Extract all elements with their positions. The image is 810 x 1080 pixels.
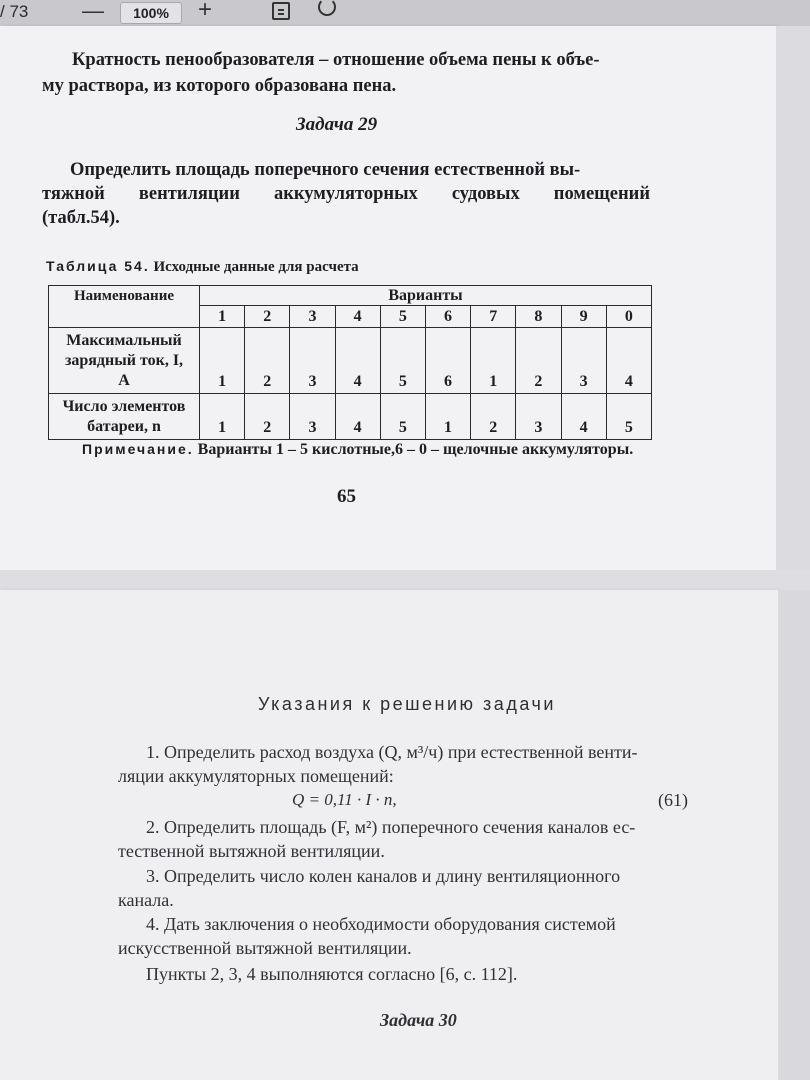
table-cell: 2	[471, 394, 516, 440]
intro-line-2: му раствора, из которого образована пена.	[42, 76, 397, 96]
pdf-toolbar	[0, 0, 810, 26]
note-label: Примечание.	[82, 441, 194, 457]
table-cell: 1	[200, 328, 245, 394]
table-cell: 4	[561, 394, 606, 440]
table-cell: 1	[425, 394, 470, 440]
item3-line-1: 3. Определить число колен каналов и длину вентиляционного	[146, 866, 621, 886]
table-caption-text: Исходные данные для расчета	[153, 259, 359, 275]
formula-number: (61)	[658, 790, 688, 810]
item2-line-1: 2. Определить площадь (F, м²) поперечного сечения каналов ес-	[146, 817, 636, 837]
task-line-2	[42, 182, 650, 206]
next-task-title: Задача 30	[380, 1010, 457, 1030]
viewer-background	[776, 26, 810, 586]
row-name-elements	[49, 394, 200, 440]
intro-line-1: Кратность пенообразователя – отношение объема пены к объе-	[72, 50, 600, 70]
table-cell: 3	[290, 328, 335, 394]
row-name-current	[49, 328, 200, 394]
item1-line-1: 1. Определить расход воздуха (Q, м³/ч) при естественной венти-	[146, 742, 638, 762]
task-word: вентиляции	[138, 184, 240, 204]
table-cell: 2	[245, 328, 290, 394]
col-header-name: Наименование	[49, 286, 200, 328]
item4-line-2: искусственной вытяжной вентиляции.	[118, 938, 412, 958]
task-word: тяжной	[42, 184, 105, 204]
formula: Q = 0,11 · I · n,	[292, 790, 397, 809]
table-row	[49, 394, 652, 440]
table-cell: 2	[516, 328, 561, 394]
table-cell: 4	[335, 394, 380, 440]
viewer-background	[778, 590, 810, 1080]
row-name-line: Число элементов	[62, 397, 186, 415]
task-title: Задача 29	[296, 114, 378, 135]
note-text: Варианты 1 – 5 кислотные,6 – 0 – щелочные аккумуляторы.	[197, 441, 634, 458]
row-name-line: А	[118, 371, 130, 389]
rotate-icon[interactable]	[318, 0, 336, 16]
points-note: Пункты 2, 3, 4 выполняются согласно [6, с. 112].	[146, 964, 518, 984]
item1-line-2: ляции аккумуляторных помещений:	[118, 766, 394, 786]
table-row	[49, 328, 652, 394]
row-name-line: зарядный ток, I,	[64, 351, 184, 369]
fit-page-icon[interactable]	[272, 2, 290, 20]
page-count: / 73	[0, 2, 29, 21]
table-cell: 5	[380, 328, 425, 394]
variant-header: 0	[606, 306, 651, 328]
zoom-in-button[interactable]: +	[198, 0, 213, 23]
table-cell: 3	[290, 394, 335, 440]
variant-header: 2	[245, 306, 290, 328]
table-cell: 3	[561, 328, 606, 394]
table-note	[82, 441, 633, 459]
task-line-1: Определить площадь поперечного сечения естественной вы-	[70, 160, 581, 180]
task-word: помещений	[553, 184, 650, 204]
row-name-line: Максимальный	[66, 331, 182, 349]
document-page-65	[0, 26, 776, 570]
variant-header: 8	[516, 306, 561, 328]
page-gap	[0, 570, 810, 590]
item3-line-2: канала.	[118, 890, 174, 910]
zoom-out-button[interactable]: —	[82, 0, 104, 23]
table-caption	[46, 258, 359, 276]
variant-header: 1	[200, 306, 245, 328]
table-cell: 5	[380, 394, 425, 440]
section-heading: Указания к решению задачи	[258, 694, 556, 714]
item4-line-1: 4. Дать заключения о необходимости оборудования системой	[146, 914, 616, 934]
source-data-table	[48, 285, 652, 440]
task-word: аккумуляторных	[273, 184, 418, 204]
table-cell: 1	[471, 328, 516, 394]
variant-header: 4	[335, 306, 380, 328]
variant-header: 5	[380, 306, 425, 328]
table-cell: 5	[606, 394, 651, 440]
item2-line-2: тественной вытяжной вентиляции.	[118, 841, 385, 861]
row-name-line: батареи, n	[87, 417, 161, 435]
table-cell: 4	[335, 328, 380, 394]
col-header-variants: Варианты	[200, 286, 652, 306]
variant-header: 9	[561, 306, 606, 328]
zoom-level-field[interactable]: 100%	[120, 2, 182, 24]
variant-header: 6	[425, 306, 470, 328]
table-cell: 6	[425, 328, 470, 394]
table-cell: 4	[606, 328, 651, 394]
table-cell: 3	[516, 394, 561, 440]
task-line-3: (табл.54).	[42, 208, 120, 228]
table-caption-prefix: Таблица 54.	[46, 258, 150, 274]
variant-header: 3	[290, 306, 335, 328]
task-word: судовых	[451, 184, 520, 204]
document-page-66	[0, 590, 778, 1080]
page-number: 65	[337, 486, 356, 507]
variant-header: 7	[471, 306, 516, 328]
table-cell: 1	[200, 394, 245, 440]
table-cell: 2	[245, 394, 290, 440]
